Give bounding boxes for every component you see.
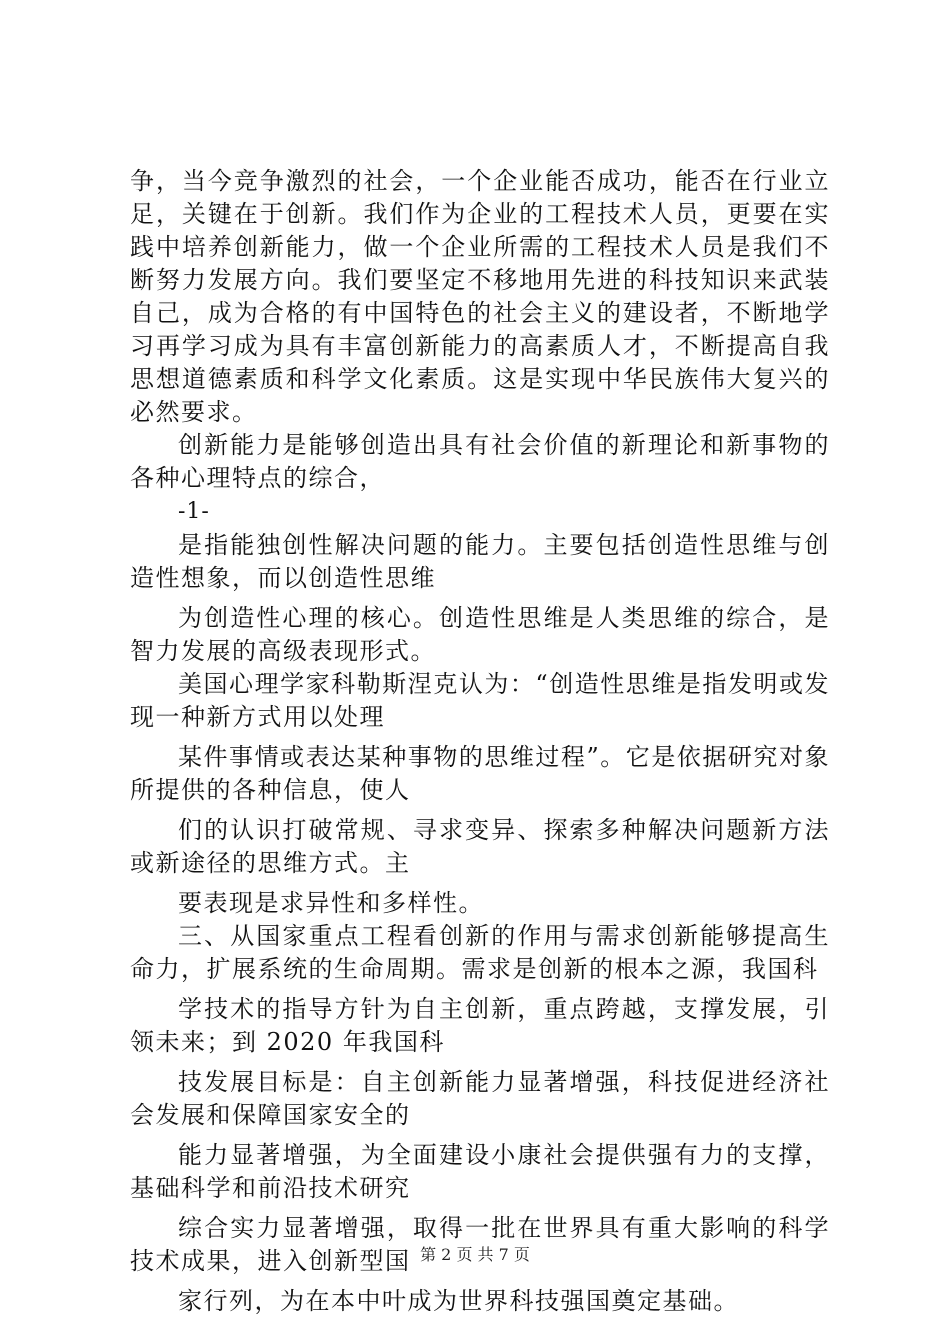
inline-page-mark: -1- [178,499,210,524]
paragraph-8: 要表现是求异性和多样性。 [178,889,484,917]
paragraph-7: 们的认识打破常规、寻求变异、探索多种解决问题新方法或新途径的思维方式。主 [130,816,830,877]
paragraph-9: 三、从国家重点工程看创新的作用与需求创新能够提高生命力，扩展系统的生命周期。需求是创新的根本之源，我国科 [130,922,830,983]
paragraph-10: 学技术的指导方针为自主创新，重点跨越，支撑发展，引领未来；到 2020 年我国科 [130,995,830,1056]
paragraph-1: 争，当今竞争激烈的社会，一个企业能否成功，能否在行业立足，关键在于创新。我们作为企业的工程技术人员，更要在实践中培养创新能力，做一个企业所需的工程技术人员是我们不断努力发展方向。我们要坚定不移地用先进的科技知识来武装自己，成为合格的有中国特色的社会主义的建设者，不断地学习再学习成为具有丰富创新能力的高素质人才，不断提高自我思想道德素质和科学文化素质。这是实现中华民族伟大复兴的必然要求。 [130,167,830,426]
paragraph-14: 家行列，为在本中叶成为世界科技强国奠定基础。 [178,1287,739,1315]
paragraph-3: 是指能独创性解决问题的能力。主要包括创造性思维与创造性想象，而以创造性思维 [130,531,830,592]
paragraph-13: 综合实力显著增强，取得一批在世界具有重大影响的科学技术成果，进入创新型国 [130,1214,830,1275]
page-footer: 第 2 页 共 7 页 [420,1245,530,1264]
paragraph-4: 为创造性心理的核心。创造性思维是人类思维的综合，是智力发展的高级表现形式。 [130,604,830,665]
paragraph-12: 能力显著增强，为全面建设小康社会提供强有力的支撑，基础科学和前沿技术研究 [130,1141,830,1202]
paragraph-2: 创新能力是能够创造出具有社会价值的新理论和新事物的各种心理特点的综合， [130,431,830,492]
paragraph-5: 美国心理学家科勒斯涅克认为：“创造性思维是指发明或发现一种新方式用以处理 [130,670,830,731]
body-text [130,165,830,1318]
paragraph-11: 技发展目标是：自主创新能力显著增强，科技促进经济社会发展和保障国家安全的 [130,1068,830,1129]
paragraph-6: 某件事情或表达某种事物的思维过程”。它是依据研究对象所提供的各种信息，使人 [130,743,830,804]
